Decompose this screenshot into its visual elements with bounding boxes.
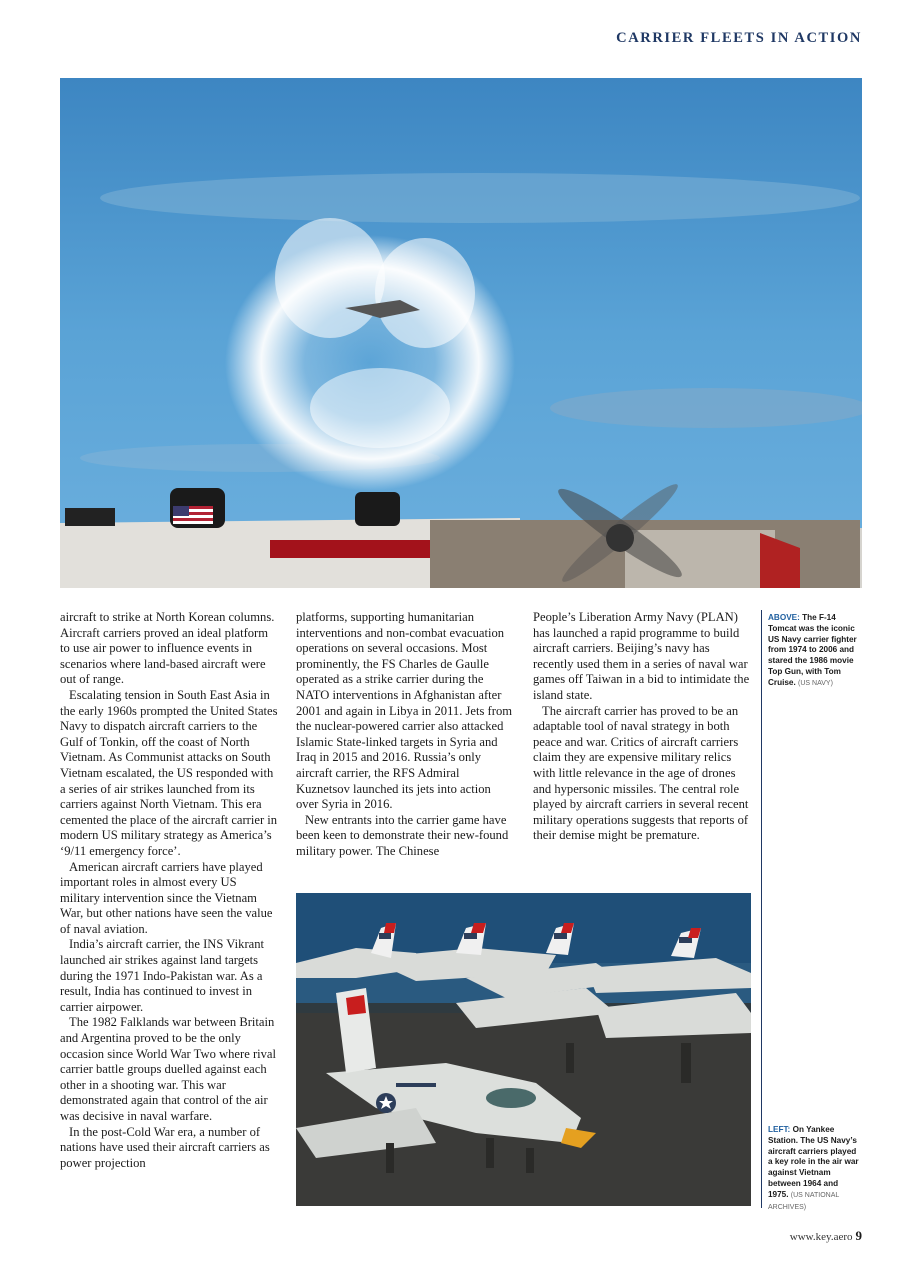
photo-f14-vapor-cone: [60, 78, 862, 588]
caption-divider: [761, 610, 762, 1208]
us-flag-icon: [173, 506, 213, 524]
photo-skyhawks-on-deck: [296, 893, 751, 1206]
caption-text: The F-14 Tomcat was the iconic US Navy carrier fighter from 1974 to 2006 and stared the 1986 movie Top Gun, with Tom Cruise.: [768, 613, 857, 687]
caption-text: On Yankee Station. The US Navy’s aircraft carriers played a key role in the air war against Vietnam between 1964 and 1975.: [768, 1125, 859, 1199]
body-column-2: [296, 610, 514, 860]
paragraph: People’s Liberation Army Navy (PLAN) has launched a rapid programme to build aircraft carriers. Beijing’s navy has recently used them in a series of naval war games off Taiwan in a bid to intimidate the island state.: [533, 610, 750, 702]
paragraph: aircraft to strike at North Korean columns. Aircraft carriers proved an ideal platform to use air power to influence events in scenarios where land-based aircraft were out of range.: [60, 610, 275, 687]
page-footer: [790, 1228, 862, 1244]
body-column-3: [533, 610, 751, 844]
section-title: CARRIER FLEETS IN ACTION: [616, 30, 862, 46]
paragraph: platforms, supporting humanitarian interventions and non-combat evacuation operations on several occasions. Most prominently, the FS Charles de Gaulle operated as a strike carrier during the NATO interventions in Afghanistan after 2001 and again in Libya in 2011. Jets from the nuclear-powered carrier also attacked Islamic State-linked targets in Syria and Iraq in 2015 and 2016. Russia’s only aircraft carrier, the RFS Admiral Kuznetsov launched its jets into action over Syria in 2016.: [296, 610, 513, 812]
body-column-1: [60, 610, 278, 1171]
caption-lead: LEFT:: [768, 1125, 791, 1134]
paragraph: The 1982 Falklands war between Britain and Argentina proved to be the only occasion since World War Two where rival carrier battle groups duelled against each other in a shooting war. This war demonstrated again that control of the air was decisive in naval warfare.: [60, 1015, 277, 1123]
caption-credit: (US NATIONAL ARCHIVES): [768, 1191, 840, 1211]
caption-above: [768, 613, 860, 690]
caption-lead: ABOVE:: [768, 613, 800, 622]
paragraph: American aircraft carriers have played important roles in almost every US military intervention since the Vietnam War, but other nations have seen the value of naval aviation.: [60, 859, 273, 936]
paragraph: India’s aircraft carrier, the INS Vikrant launched air strikes against land targets during the 1971 Indo-Pakistan war. As a result, India has continued to invest in carrier airpower.: [60, 937, 265, 1014]
paragraph: The aircraft carrier has proved to be an adaptable tool of naval strategy in both peace and war. Critics of aircraft carriers claim they are expensive military relics with little relevance in the age of drones and hypersonic missiles. The central role played by aircraft carriers in several recent military operations suggests that reports of their demise might be premature.: [533, 703, 749, 843]
paragraph: Escalating tension in South East Asia in the early 1960s prompted the United States Navy to dispatch aircraft carriers to the Gulf of Tonkin, off the coast of North Vietnam. As Communist attacks on South Vietnam escalated, the US responded with a series of air strikes launched from its carriers against North Vietnam. This era cemented the place of the aircraft carrier in modern US military strategy as America’s ‘9/11 emergency force’.: [60, 687, 278, 858]
caption-credit: (US NAVY): [798, 679, 833, 687]
caption-left: [768, 1125, 860, 1213]
page-number: 9: [855, 1228, 862, 1243]
paragraph: New entrants into the carrier game have been keen to demonstrate their new-found military power. The Chinese: [296, 812, 509, 858]
site-url: www.key.aero: [789, 1231, 853, 1243]
paragraph: In the post-Cold War era, a number of nations have used their aircraft carriers as power projection: [60, 1124, 270, 1170]
